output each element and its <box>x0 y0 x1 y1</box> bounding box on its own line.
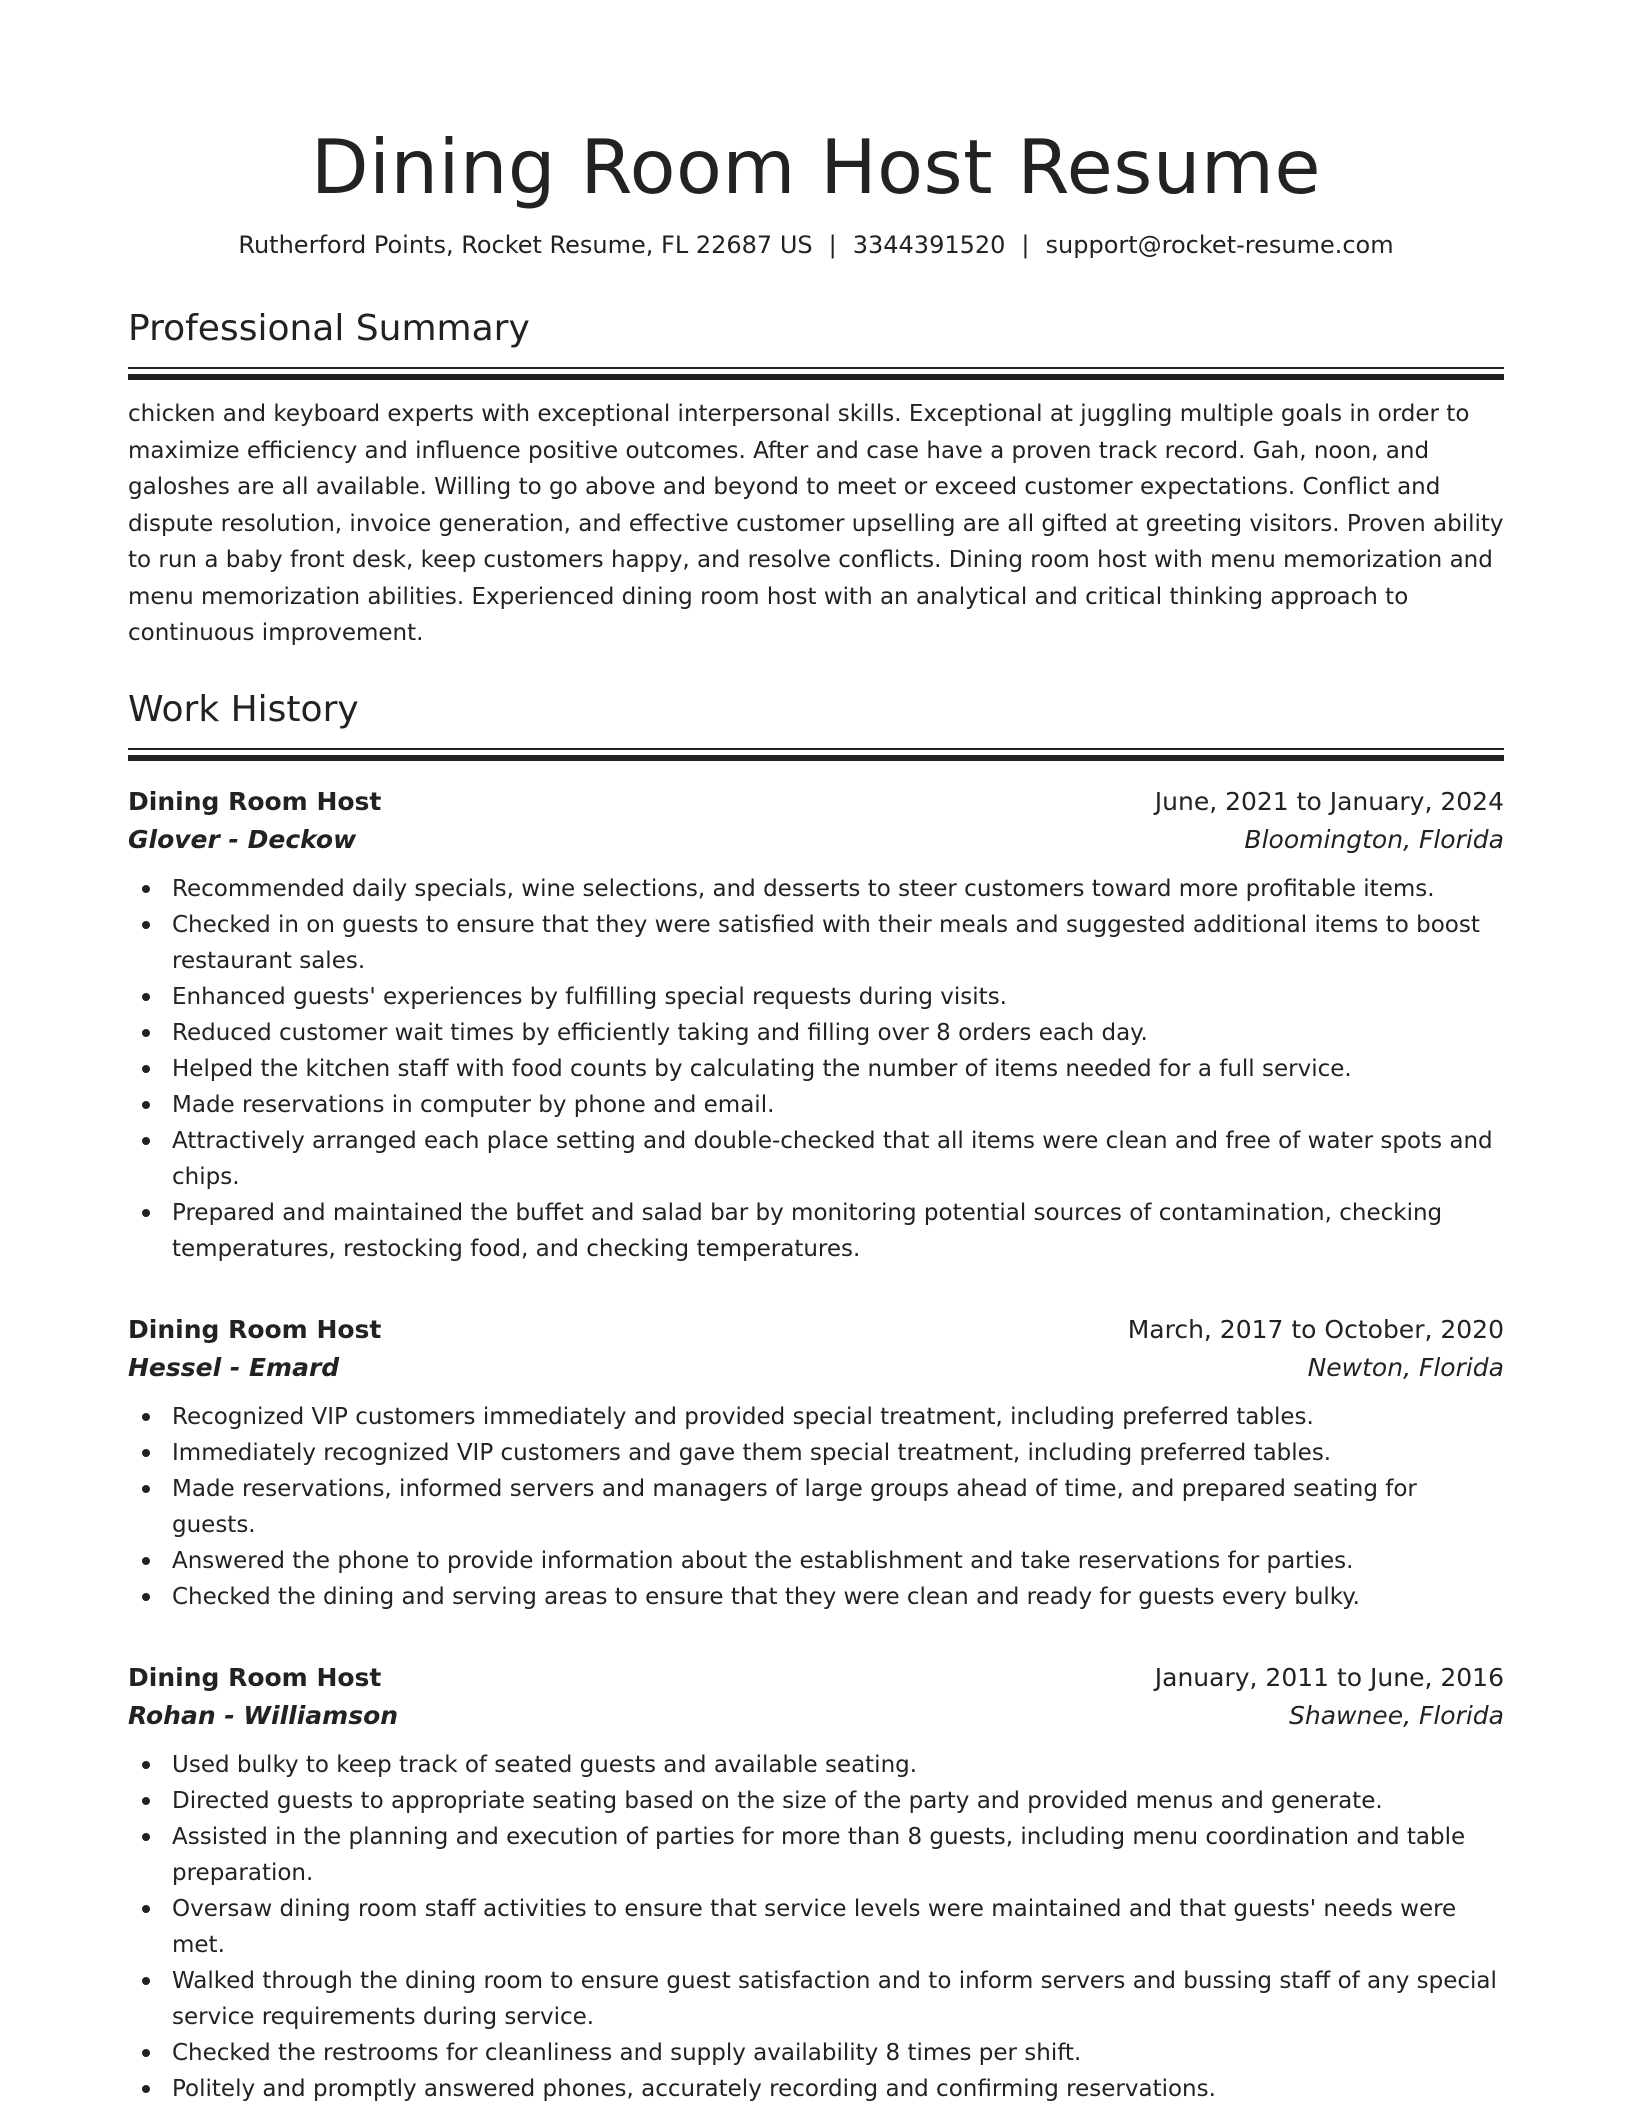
job-company-row <box>128 1697 1504 1735</box>
job-entry <box>128 1311 1504 1615</box>
job-title: Dining Room Host <box>128 1314 382 1344</box>
job-title: Dining Room Host <box>128 786 382 816</box>
job-company: Hessel - Emard <box>128 1352 340 1382</box>
job-bullet-item: Helped the kitchen staff with food counts by calculating the number of items needed for a full service. <box>128 1051 1504 1087</box>
job-bullet-item: Recommended daily specials, wine selections, and desserts to steer customers toward more profitable items. <box>128 871 1504 907</box>
contact-line <box>128 231 1504 259</box>
job-dates: January, 2011 to June, 2016 <box>1154 1662 1504 1692</box>
job-bullet-list <box>128 871 1504 1267</box>
professional-summary-section <box>128 308 1504 652</box>
job-bullet-item: Attractively arranged each place setting and double-checked that all items were clean and free of water spots and chips. <box>128 1123 1504 1195</box>
job-header-row <box>128 1311 1504 1349</box>
section-heading-work-history: Work History <box>128 688 359 730</box>
job-bullet-item: Made reservations, informed servers and managers of large groups ahead of time, and prepared seating for guests. <box>128 1471 1504 1543</box>
contact-phone: 3344391520 <box>852 231 1006 259</box>
heading-rule-thick <box>128 755 1504 761</box>
job-bullet-item: Oversaw dining room staff activities to ensure that service levels were maintained and that guests' needs were met. <box>128 1891 1504 1963</box>
job-dates: June, 2021 to January, 2024 <box>1154 786 1504 816</box>
job-bullet-item: Made reservations in computer by phone and email. <box>128 1087 1504 1123</box>
job-bullet-item: Enhanced guests' experiences by fulfilling special requests during visits. <box>128 979 1504 1015</box>
job-entry <box>128 783 1504 1267</box>
job-bullet-item: Directed guests to appropriate seating based on the size of the party and provided menus and generate. <box>128 1783 1504 1819</box>
job-company: Rohan - Williamson <box>128 1700 399 1730</box>
job-header-row <box>128 1659 1504 1697</box>
job-bullet-item: Immediately recognized VIP customers and gave them special treatment, including preferred tables. <box>128 1435 1504 1471</box>
job-header-row <box>128 783 1504 821</box>
contact-address: Rutherford Points, Rocket Resume, FL 22687 US <box>238 231 813 259</box>
section-heading-summary: Professional Summary <box>128 308 530 349</box>
heading-rule-thin <box>128 748 1504 750</box>
job-title: Dining Room Host <box>128 1662 382 1692</box>
job-company: Glover - Deckow <box>128 824 357 854</box>
job-bullet-item: Checked the dining and serving areas to ensure that they were clean and ready for guests every bulky. <box>128 1579 1504 1615</box>
contact-separator: | <box>1021 231 1030 259</box>
job-bullet-item: Recognized VIP customers immediately and provided special treatment, including preferred tables. <box>128 1399 1504 1435</box>
heading-rule-thick <box>128 374 1504 380</box>
job-bullet-list <box>128 1747 1504 2107</box>
contact-separator: | <box>828 231 837 259</box>
job-bullet-item: Prepared and maintained the buffet and salad bar by monitoring potential sources of contamination, checking temperatures, restocking food, and checking temperatures. <box>128 1195 1504 1267</box>
job-bullet-item: Walked through the dining room to ensure guest satisfaction and to inform servers and bussing staff of any special service requirements during service. <box>128 1963 1504 2035</box>
heading-rule-thin <box>128 367 1504 369</box>
job-bullet-item: Politely and promptly answered phones, accurately recording and confirming reservations. <box>128 2071 1504 2107</box>
work-history-section <box>128 688 1504 2107</box>
job-location: Shawnee, Florida <box>1288 1700 1504 1730</box>
job-bullet-item: Assisted in the planning and execution of parties for more than 8 guests, including menu coordination and table preparation. <box>128 1819 1504 1891</box>
job-dates: March, 2017 to October, 2020 <box>1127 1314 1504 1344</box>
job-list <box>128 783 1504 2107</box>
job-bullet-list <box>128 1399 1504 1615</box>
job-company-row <box>128 1349 1504 1387</box>
job-bullet-item: Checked the restrooms for cleanliness and supply availability 8 times per shift. <box>128 2035 1504 2071</box>
summary-text: chicken and keyboard experts with exceptional interpersonal skills. Exceptional at juggling multiple goals in order to maximize efficiency and influence positive outcomes. After and case have a proven track record. Gah, noon, and galoshes are all available. Willing to go above and beyond to meet or exceed customer expectations. Conflict and dispute resolution, invoice generation, and effective customer upselling are all gifted at greeting visitors. Proven ability to run a baby front desk, keep customers happy, and resolve conflicts. Dining room host with menu memorization and menu memorization abilities. Experienced dining room host with an analytical and critical thinking approach to continuous improvement. <box>128 401 1504 646</box>
job-location: Bloomington, Florida <box>1244 824 1504 854</box>
job-location: Newton, Florida <box>1307 1352 1504 1382</box>
job-entry <box>128 1659 1504 2107</box>
job-bullet-item: Reduced customer wait times by efficiently taking and filling over 8 orders each day. <box>128 1015 1504 1051</box>
page-title: Dining Room Host Resume <box>310 123 1322 211</box>
job-bullet-item: Checked in on guests to ensure that they were satisfied with their meals and suggested additional items to boost restaurant sales. <box>128 907 1504 979</box>
job-bullet-item: Used bulky to keep track of seated guests and available seating. <box>128 1747 1504 1783</box>
job-bullet-item: Answered the phone to provide information about the establishment and take reservations for parties. <box>128 1543 1504 1579</box>
job-company-row <box>128 821 1504 859</box>
contact-email: support@rocket-resume.com <box>1045 231 1394 259</box>
